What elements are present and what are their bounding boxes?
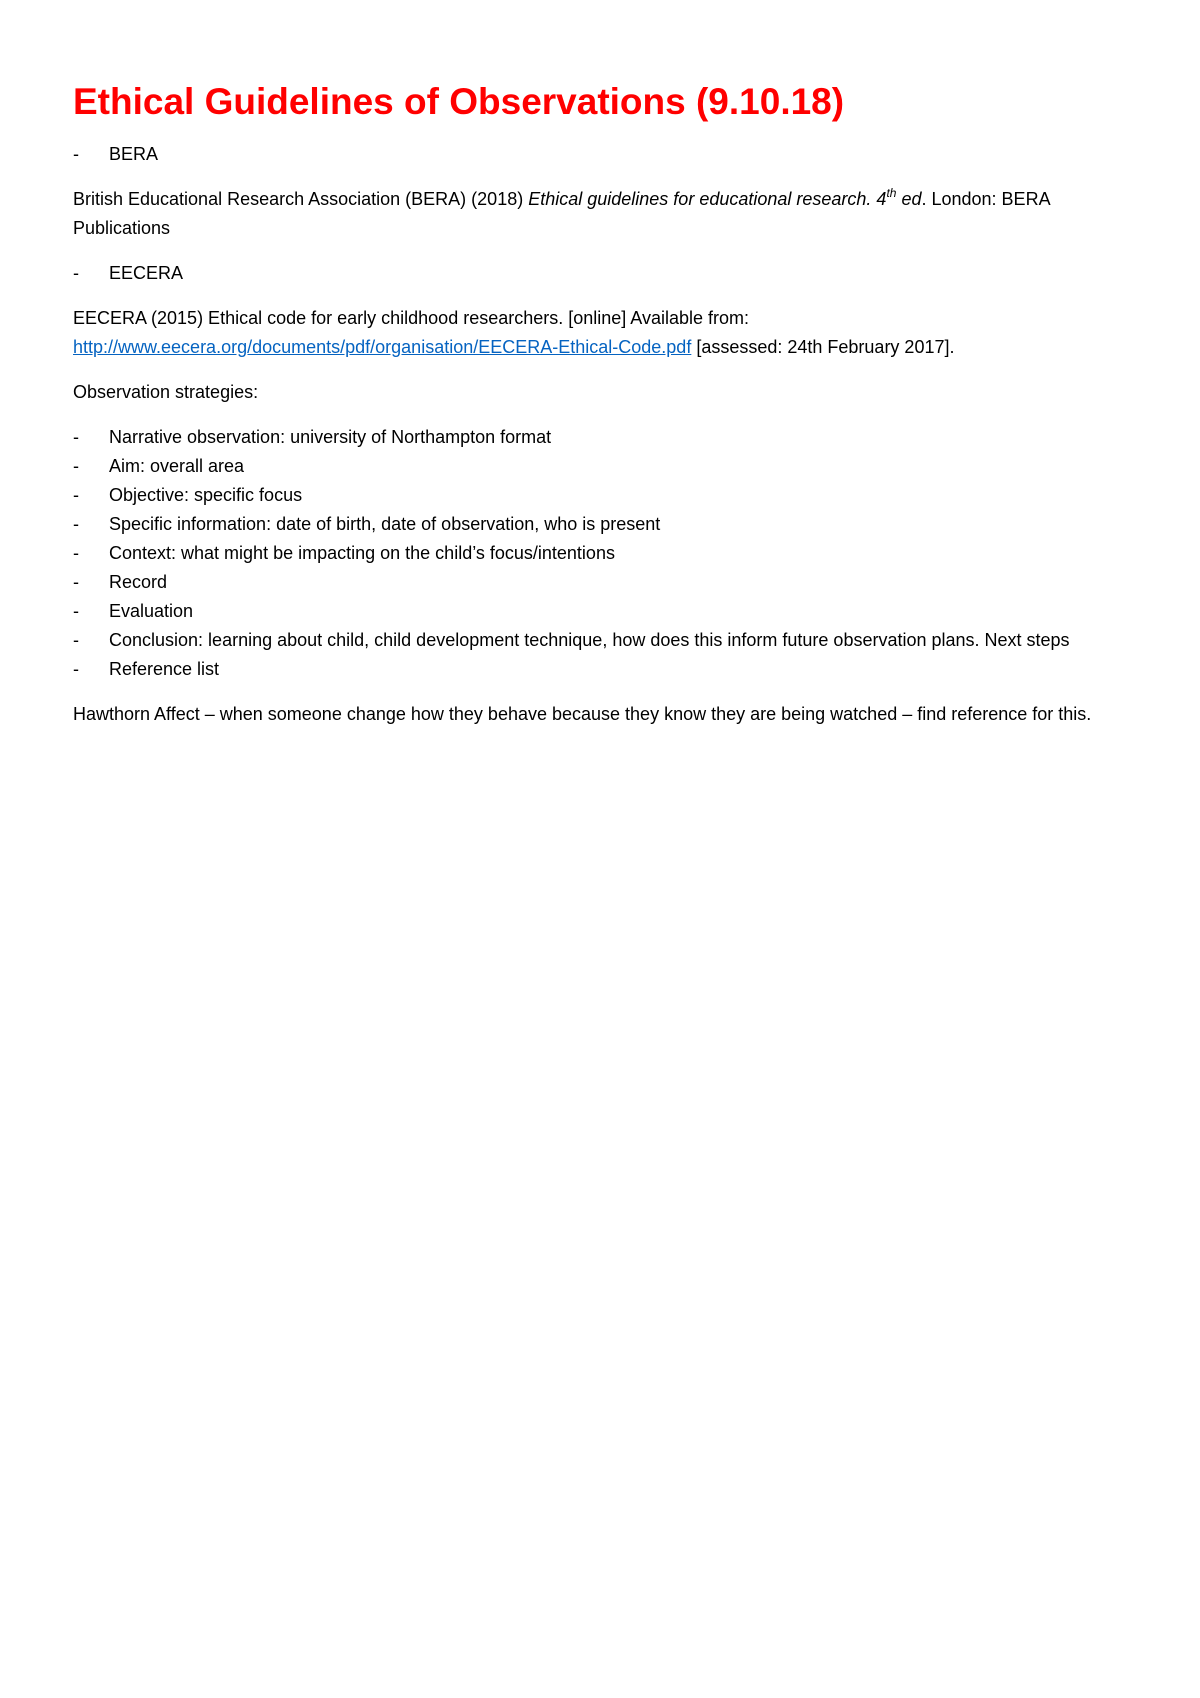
eecera-ref-prefix: EECERA (2015) Ethical code for early childhood researchers. [online] Available from:: [73, 308, 750, 328]
eecera-link[interactable]: http://www.eecera.org/documents/pdf/organisation/EECERA-Ethical-Code.pdf: [73, 337, 692, 357]
strategy-text: Aim: overall area: [109, 456, 245, 476]
dash-bullet: -: [73, 144, 79, 164]
page-title: Ethical Guidelines of Observations (9.10.18): [73, 81, 845, 122]
dash-bullet: -: [73, 601, 79, 621]
eecera-ref-suffix: [assessed: 24th February 2017].: [691, 337, 955, 357]
strategy-text: Evaluation: [109, 601, 194, 621]
bera-ref-edition: ed: [896, 189, 922, 209]
dash-bullet: -: [73, 456, 79, 476]
strategy-list-item: [73, 626, 1133, 655]
dash-bullet: -: [73, 485, 79, 505]
strategies-list: [73, 423, 1133, 684]
eecera-reference: [73, 304, 1133, 362]
strategy-text: Conclusion: learning about child, child development technique, how does this inform future observation plans. Next steps: [109, 630, 1070, 650]
strategy-list-item: [73, 568, 1133, 597]
bera-ref-suffix: . London: BERA Publications: [73, 189, 1050, 238]
dash-bullet: -: [73, 263, 79, 283]
strategy-list-item: [73, 481, 1133, 510]
bera-reference: [73, 185, 1133, 243]
strategies-heading: Observation strategies:: [73, 382, 259, 402]
dash-bullet: -: [73, 659, 79, 679]
bera-item-label: BERA: [109, 144, 159, 164]
strategy-list-item: [73, 423, 1133, 452]
dash-bullet: -: [73, 427, 79, 447]
document-content: [73, 78, 1133, 745]
eecera-heading-list: [73, 259, 1133, 288]
bera-heading-list: [73, 140, 1133, 169]
strategy-text: Narrative observation: university of Northampton format: [109, 427, 552, 447]
strategy-list-item: [73, 510, 1133, 539]
strategy-text: Reference list: [109, 659, 220, 679]
bera-ref-prefix: British Educational Research Association (BERA) (2018): [73, 189, 529, 209]
strategy-text: Specific information: date of birth, date of observation, who is present: [109, 514, 661, 534]
strategy-text: Record: [109, 572, 168, 592]
strategy-text: Objective: specific focus: [109, 485, 303, 505]
strategy-text: Context: what might be impacting on the child’s focus/intentions: [109, 543, 615, 563]
dash-bullet: -: [73, 630, 79, 650]
dash-bullet: -: [73, 543, 79, 563]
strategy-list-item: [73, 452, 1133, 481]
strategy-list-item: [73, 597, 1133, 626]
eecera-item-label: EECERA: [109, 263, 184, 283]
strategy-list-item: [73, 539, 1133, 568]
list-item: [73, 259, 1133, 288]
dash-bullet: -: [73, 572, 79, 592]
bera-ref-title: Ethical guidelines for educational research. 4: [528, 189, 887, 209]
bera-ref-superscript: th: [886, 186, 897, 200]
list-item: [73, 140, 1133, 169]
dash-bullet: -: [73, 514, 79, 534]
strategy-list-item: [73, 655, 1133, 684]
hawthorn-note: Hawthorn Affect – when someone change how they behave because they know they are being watched – find reference for this.: [73, 704, 1092, 724]
